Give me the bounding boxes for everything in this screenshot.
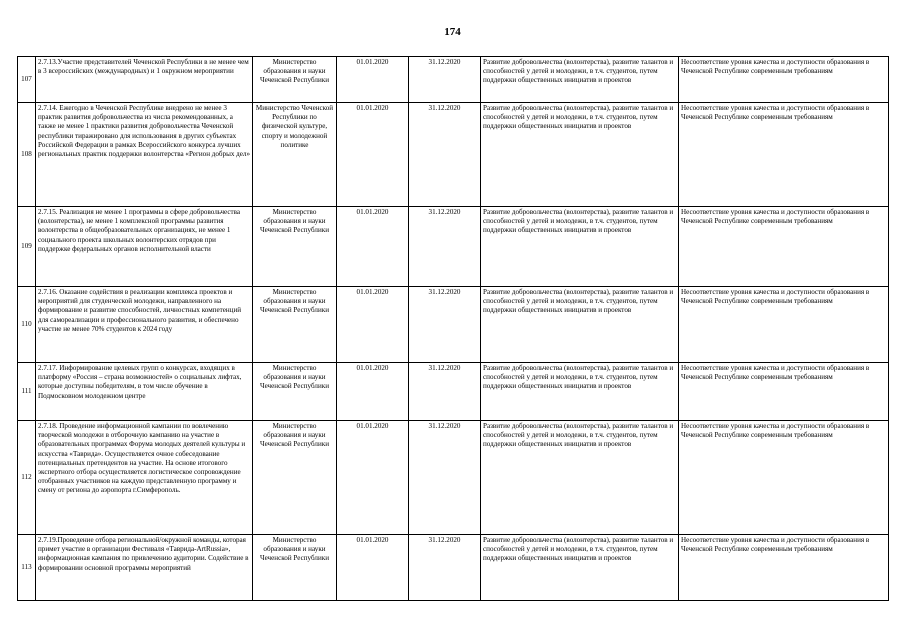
table-row [18,57,889,103]
start-date: 01.01.2020 [337,535,409,601]
expected-result: Развитие добровольчества (волонтерства), развитие талантов и способностей у детей и молодежи, в т.ч. студентов, путем поддержки общественных инициатив и проектов [481,103,679,207]
expected-result: Развитие добровольчества (волонтерства), развитие талантов и способностей у детей и молодежи, в т.ч. студентов, путем поддержки общественных инициатив и проектов [481,207,679,287]
risk-text: Несоответствие уровня качества и доступности образования в Чеченской Республике современным требованиям [679,363,889,421]
row-number: 112 [18,421,36,535]
table-row [18,287,889,363]
expected-result: Развитие добровольчества (волонтерства), развитие талантов и способностей у детей и молодежи, в т.ч. студентов, путем поддержки общественных инициатив и проектов [481,57,679,103]
end-date: 31.12.2020 [409,207,481,287]
risk-text: Несоответствие уровня качества и доступности образования в Чеченской Республике современным требованиям [679,207,889,287]
end-date: 31.12.2020 [409,103,481,207]
expected-result: Развитие добровольчества (волонтерства), развитие талантов и способностей у детей и молодежи, в т.ч. студентов, путем поддержки общественных инициатив и проектов [481,363,679,421]
measure-text: 2.7.18. Проведение информационной кампании по вовлечению творческой молодежи в отборочную кампанию на участие в образовательных программах Форума молодых деятелей культуры и искусства «Таврида». Осуществляется очное собеседование потенциальных претендентов на участие. На основе итогового экспертного отбора осуществляется логистическое сопровождение отобранных участников на каждую представленную программу и смену от региона до аэропорта г.Симферополь. [36,421,253,535]
measures-table [17,56,889,601]
responsible-org: Министерство образования и науки Чеченской Республики [253,207,337,287]
responsible-org: Министерство образования и науки Чеченской Республики [253,287,337,363]
responsible-org: Министерство образования и науки Чеченской Республики [253,535,337,601]
end-date: 31.12.2020 [409,57,481,103]
measure-text: 2.7.13.Участие представителей Чеченской Республики в не менее чем в 3 всероссийских (международных) и 1 окружном мероприятии [36,57,253,103]
start-date: 01.01.2020 [337,207,409,287]
table-row [18,421,889,535]
expected-result: Развитие добровольчества (волонтерства), развитие талантов и способностей у детей и молодежи, в т.ч. студентов, путем поддержки общественных инициатив и проектов [481,421,679,535]
table-row [18,103,889,207]
responsible-org: Министерство образования и науки Чеченской Республики [253,57,337,103]
measure-text: 2.7.17. Информирование целевых групп о конкурсах, входящих в платформу «Россия – страна возможностей» о социальных лифтах, которые доступны победителям, в том числе обучение в Подмосковном молодежном центре [36,363,253,421]
risk-text: Несоответствие уровня качества и доступности образования в Чеченской Республике современным требованиям [679,421,889,535]
page-number: 174 [444,26,461,38]
table-row [18,363,889,421]
measure-text: 2.7.15. Реализация не менее 1 программы в сфере добровольчества (волонтерства), не менее 1 комплексной программы развития волонтерства в общеобразовательных организациях, не менее 1 социального проекта школьных волонтерских отрядов при поддержке федеральных органов исполнительной власти [36,207,253,287]
row-number: 107 [18,57,36,103]
start-date: 01.01.2020 [337,363,409,421]
row-number: 110 [18,287,36,363]
expected-result: Развитие добровольчества (волонтерства), развитие талантов и способностей у детей и молодежи, в т.ч. студентов, путем поддержки общественных инициатив и проектов [481,535,679,601]
measure-text: 2.7.14. Ежегодно в Чеченской Республике внедрено не менее 3 практик развития добровольчества из числа рекомендованных, а также не менее 1 практики развития добровольчества Чеченской республики тиражировано для использования в других субъектах Российской Федерации в рамках Всероссийского конкурса лучших региональных практик поддержки волонтерства «Регион добрых дел» [36,103,253,207]
start-date: 01.01.2020 [337,421,409,535]
start-date: 01.01.2020 [337,57,409,103]
row-number: 109 [18,207,36,287]
measure-text: 2.7.19.Проведение отбора региональной/окружной команды, которая примет участие в организации Фестиваля «Таврида-ArtRussia», информационная кампания по привлечению аудитории. Содействие в формировании основной программы мероприятий [36,535,253,601]
responsible-org: Министерство образования и науки Чеченской Республики [253,421,337,535]
row-number: 113 [18,535,36,601]
measure-text: 2.7.16. Оказание содействия в реализации комплекса проектов и мероприятий для студенческой молодежи, направленного на формирование и развитие способностей, личностных компетенций для самореализации и профессионального развития, и обеспечено участие не менее 70% студентов к 2024 году [36,287,253,363]
risk-text: Несоответствие уровня качества и доступности образования в Чеченской Республике современным требованиям [679,103,889,207]
table-row [18,535,889,601]
start-date: 01.01.2020 [337,103,409,207]
expected-result: Развитие добровольчества (волонтерства), развитие талантов и способностей у детей и молодежи, в т.ч. студентов, путем поддержки общественных инициатив и проектов [481,287,679,363]
risk-text: Несоответствие уровня качества и доступности образования в Чеченской Республике современным требованиям [679,287,889,363]
end-date: 31.12.2020 [409,363,481,421]
responsible-org: Министерство образования и науки Чеченской Республики [253,363,337,421]
table-row [18,207,889,287]
risk-text: Несоответствие уровня качества и доступности образования в Чеченской Республике современным требованиям [679,535,889,601]
start-date: 01.01.2020 [337,287,409,363]
responsible-org: Министерство Чеченской Республики по физической культуре, спорту и молодежной политике [253,103,337,207]
risk-text: Несоответствие уровня качества и доступности образования в Чеченской Республике современным требованиям [679,57,889,103]
end-date: 31.12.2020 [409,421,481,535]
row-number: 111 [18,363,36,421]
end-date: 31.12.2020 [409,287,481,363]
row-number: 108 [18,103,36,207]
end-date: 31.12.2020 [409,535,481,601]
